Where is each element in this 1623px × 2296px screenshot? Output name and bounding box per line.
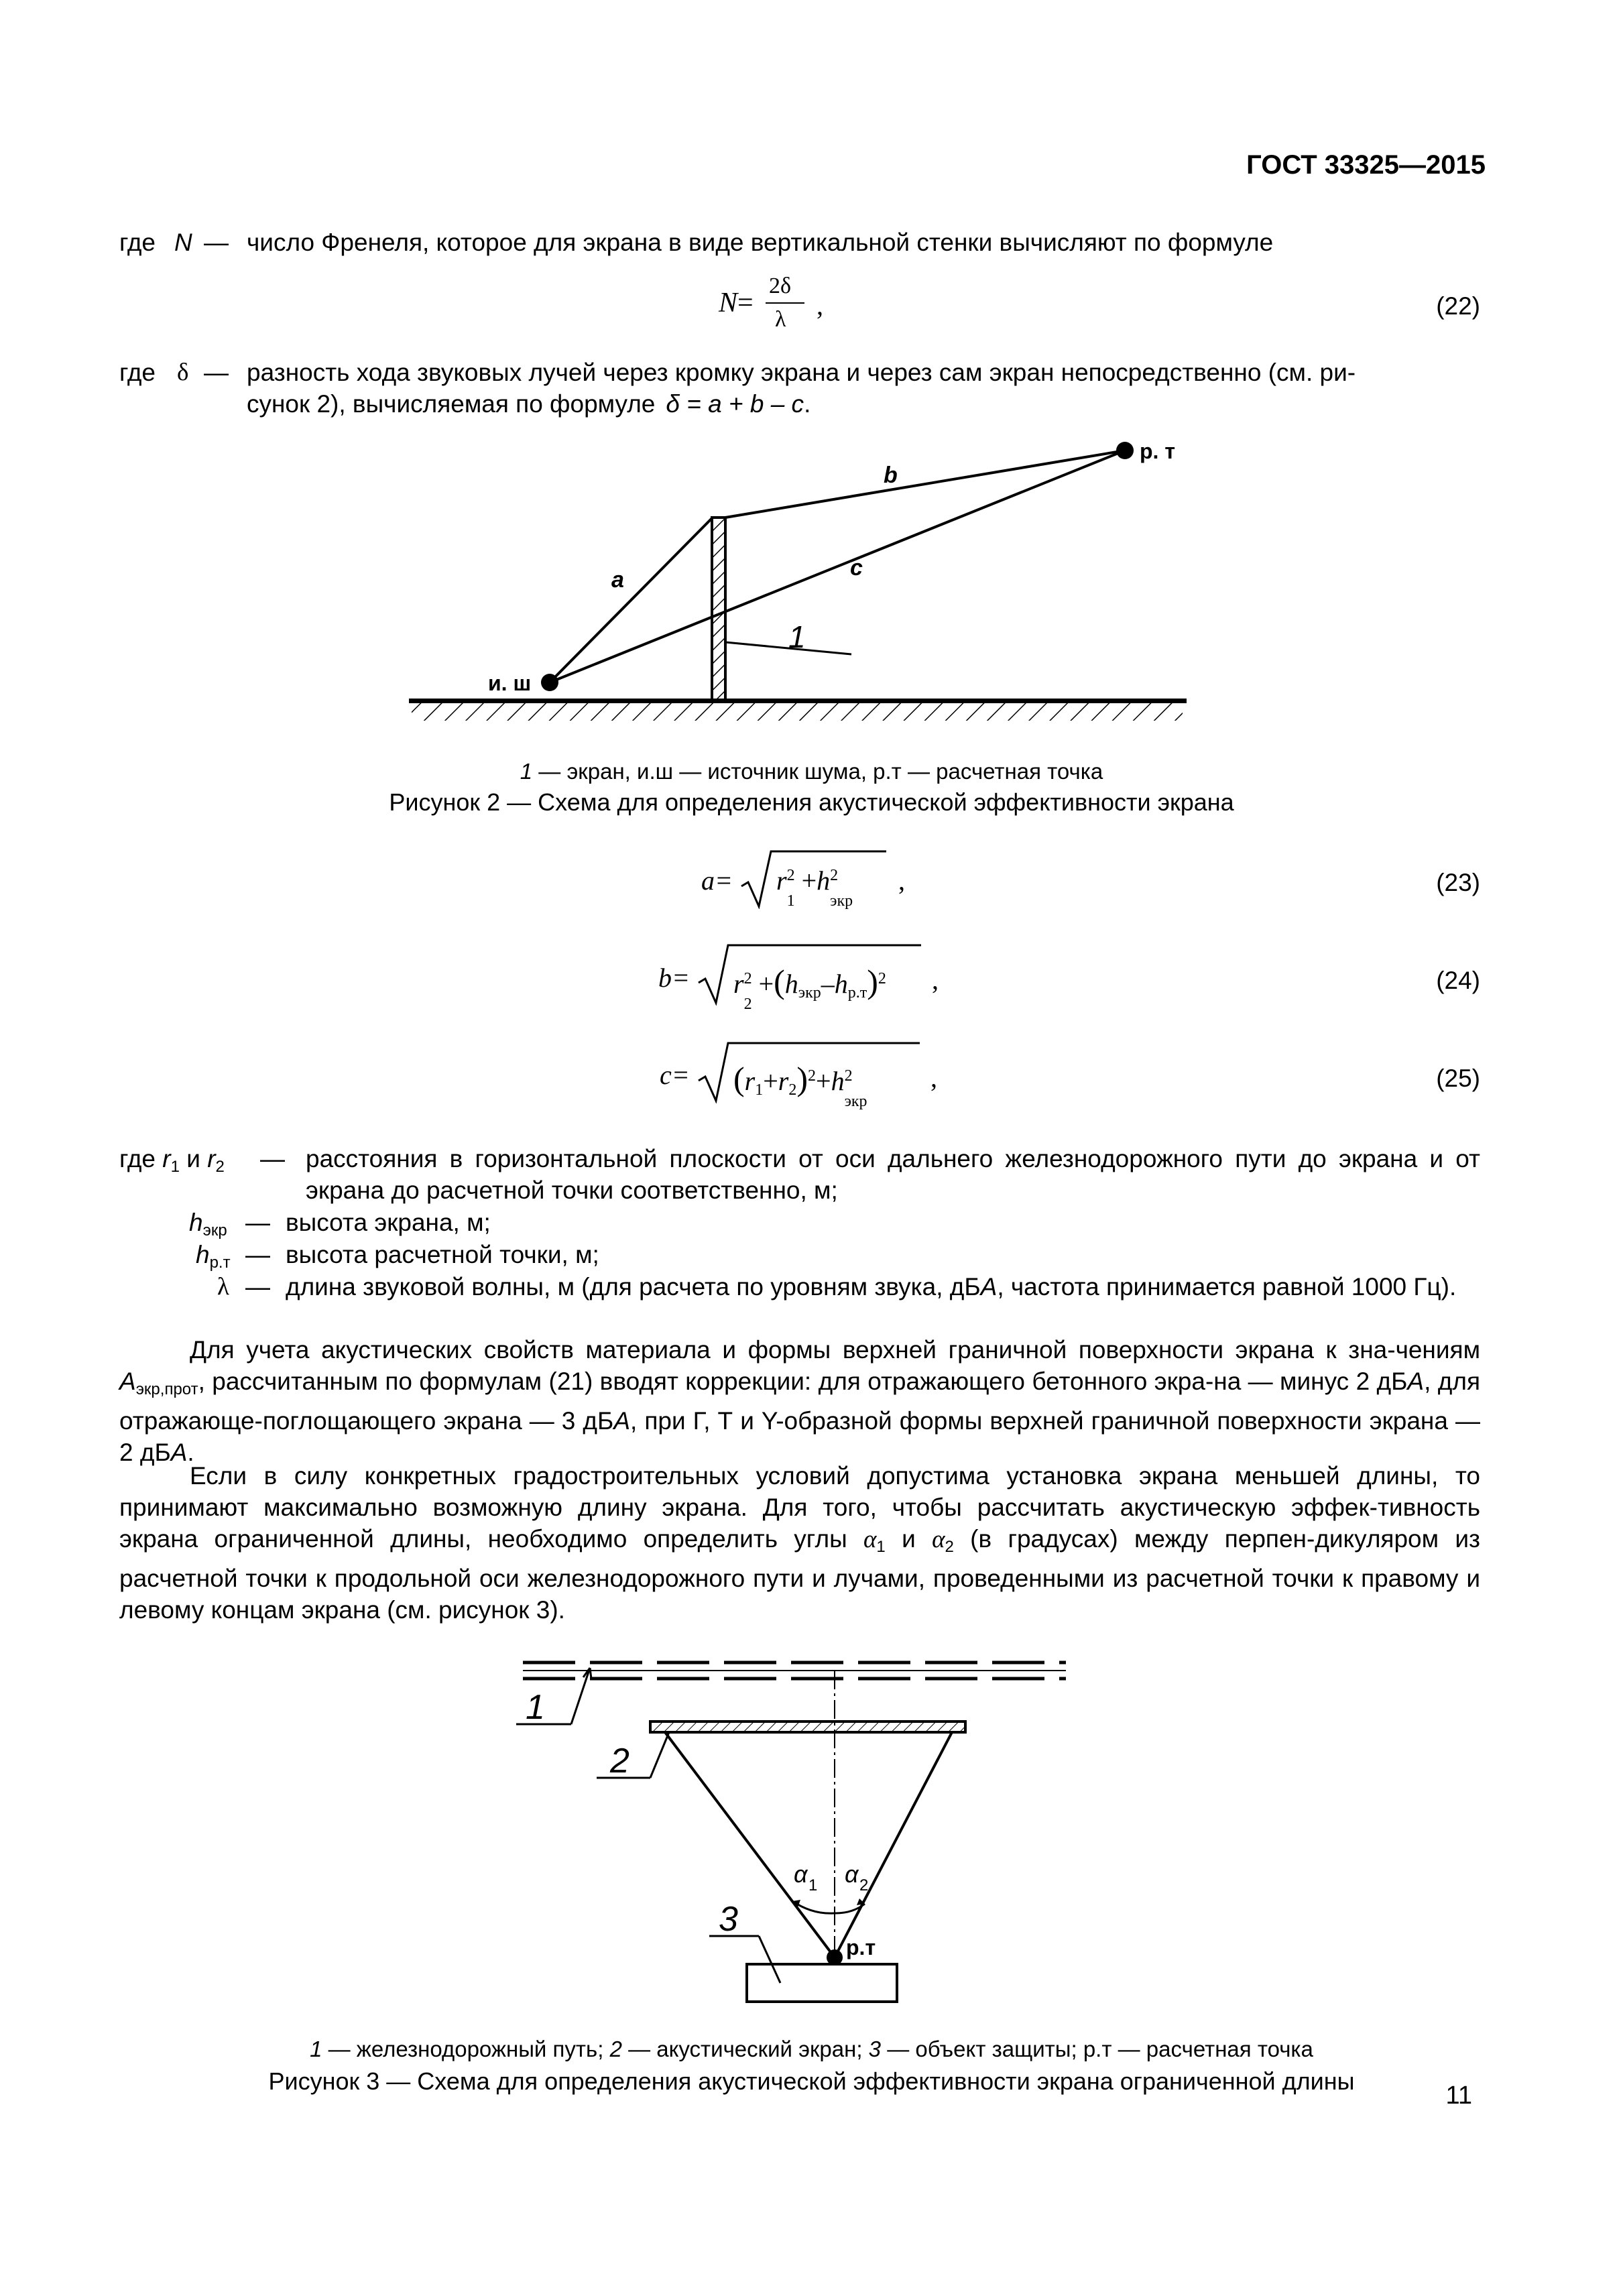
legend-text: — железнодорожный путь; [322, 2037, 610, 2061]
var-r: r [733, 969, 744, 999]
ray-a [550, 518, 713, 682]
equation-number-24: (24) [1436, 967, 1480, 994]
text-italic: А [170, 1439, 188, 1466]
label-alpha1-sub: 1 [808, 1876, 818, 1894]
page-number: 11 [1445, 2081, 1472, 2110]
exp: 2 [844, 1067, 853, 1085]
label-source: и. ш [488, 671, 532, 695]
leader-2-diag [650, 1732, 669, 1778]
minus: – [821, 969, 835, 999]
period: . [804, 390, 811, 418]
subscript: экр,прот [135, 1380, 198, 1398]
var-r: r [162, 1145, 171, 1172]
term-label [119, 1143, 225, 1183]
legend-text: — объект защиты; р.т — расчетная точка [881, 2037, 1313, 2061]
equation-number-23: (23) [1436, 869, 1480, 896]
text: сунок 2), вычисляемая по формуле [247, 390, 656, 418]
paren-close: ) [867, 963, 878, 1000]
term-text [286, 1271, 1480, 1303]
var-r: r [744, 1066, 756, 1096]
conj: и [179, 1145, 208, 1172]
leader-3-diag [759, 1936, 780, 1983]
text: Если в силу конкретных градостроительных условий допустима установка экрана меньшей длины, то принимают максимально возможную длину экрана. Для того, чтобы рассчитать акустическую эффек-тивность экрана ограниченной длины, необходимо определить углы [119, 1462, 1480, 1553]
protected-object [747, 1964, 897, 2002]
var-h: h [189, 1209, 203, 1236]
exp: 2 [878, 970, 886, 987]
term-text: высота экрана, м; [286, 1209, 491, 1236]
lead-word: где [119, 1145, 163, 1172]
exp: 2 [808, 1067, 817, 1085]
source-point [541, 674, 558, 691]
term-lambda [119, 1271, 1480, 1338]
eq22-equals: = [737, 288, 754, 318]
subscript: экр [798, 984, 821, 1002]
subscript: экр [844, 1093, 867, 1110]
ray-left [665, 1732, 835, 1957]
eq24-radicand [733, 962, 886, 1013]
lead-word: где [119, 359, 156, 386]
text-italic: А [613, 1407, 630, 1435]
text: , при Г, Т и Y-образной формы верхней граничной поверхности экрана — 2 дБ [119, 1407, 1480, 1466]
label-alpha1: α [794, 1860, 808, 1888]
exp: 2 [743, 970, 752, 987]
var-h: h [817, 865, 831, 896]
var-h: h [831, 1066, 845, 1096]
legend-num: 2 [609, 2037, 622, 2061]
document-id: ГОСТ 33325—2015 [1246, 150, 1486, 180]
leader-1-diag [571, 1668, 590, 1724]
label-alpha2: α [845, 1860, 859, 1888]
plus: + [758, 969, 774, 999]
eq23-lhs: a= [701, 865, 733, 896]
subscript: 1 [876, 1538, 886, 1556]
receiver-point [827, 1949, 843, 1966]
legend-num: 1 [520, 759, 533, 784]
eq24-comma: , [932, 965, 939, 995]
text-italic: А [980, 1273, 998, 1301]
dash: — [245, 1241, 270, 1268]
inline-formula-delta: δ = a + b – c [666, 390, 804, 418]
eq23-comma: , [898, 865, 905, 896]
term-text: высота расчетной точки, м; [286, 1241, 599, 1268]
legend-num: 1 [310, 2037, 322, 2061]
ray-right [835, 1732, 952, 1957]
equation-23 [701, 865, 733, 896]
dash: — [245, 1209, 270, 1236]
lead-word: где [119, 229, 156, 256]
equation-22 [719, 287, 754, 319]
label-receiver: р. т [1140, 439, 1175, 463]
eq22-denominator: λ [775, 307, 786, 332]
symbol-N: N [174, 229, 192, 256]
exp: 2 [786, 867, 795, 884]
eq22-numerator: 2δ [769, 274, 792, 298]
subscript: 1 [170, 1158, 180, 1176]
legend-text: — экран, и.ш — источник шума, р.т — расчетная точка [538, 759, 1103, 784]
equation-25 [660, 1059, 690, 1091]
plus: + [801, 865, 817, 896]
label-alpha2-sub: 2 [859, 1876, 869, 1894]
legend-num: 3 [868, 2037, 882, 2061]
subscript: р.т [209, 1254, 231, 1272]
symbol-delta: δ [177, 359, 189, 386]
exp: 2 [830, 867, 839, 884]
var-h: h [784, 969, 798, 999]
term-text: расстояния в горизонтальной плоскости от оси дальнего железнодорожного пути до экрана и от экрана до расчетной точки соответственно, м; [306, 1145, 1480, 1204]
equation-number-22: (22) [1436, 292, 1480, 320]
figure-2-title: Рисунок 2 — Схема для определения акустической эффективности экрана [389, 788, 1234, 816]
paragraph-limited-length [119, 1460, 1480, 1626]
eq25-lhs: c= [660, 1060, 690, 1090]
paren-open: ( [774, 963, 785, 1000]
paren-close: ) [796, 1060, 808, 1097]
railway-track [523, 1663, 1066, 1679]
figure-3-legend [0, 2037, 1623, 2062]
text: и [885, 1525, 933, 1553]
subscript: 1 [786, 892, 795, 910]
eq22-lhs: N [719, 288, 738, 318]
dash: — [260, 1145, 285, 1172]
paren-open: ( [733, 1060, 745, 1097]
subscript: 1 [755, 1081, 764, 1099]
dash: — [245, 1273, 270, 1301]
text: . [187, 1439, 194, 1466]
dash: — [204, 229, 229, 256]
label-2: 2 [610, 1742, 629, 1780]
eq23-radicand [776, 865, 865, 910]
text: , частота принимается равной 1000 Гц). [997, 1273, 1457, 1301]
plus: + [816, 1066, 831, 1096]
screen-wall [712, 518, 725, 700]
ray-c [550, 450, 1125, 682]
var-r: r [776, 865, 787, 896]
subscript: 2 [945, 1538, 954, 1556]
definition-delta [119, 357, 1480, 424]
definition-text-line2 [247, 388, 810, 420]
label-receiver: р.т [846, 1935, 876, 1959]
term-label: λ [217, 1273, 229, 1301]
subscript: экр [202, 1221, 227, 1240]
symbol-A: А [119, 1368, 136, 1395]
subscript: экр [830, 892, 853, 910]
text: , для отражающе-поглощающего экрана — 3 дБ [119, 1368, 1480, 1435]
fraction-bar [766, 302, 804, 304]
eq25-comma: , [930, 1063, 937, 1093]
definition-text-line1: разность хода звуковых лучей через кромку экрана и через сам экран непосредственно (см. ри- [247, 359, 1356, 386]
var-h: h [196, 1241, 210, 1268]
figure-3-diagram [509, 1636, 1086, 2018]
equation-24 [658, 962, 690, 993]
var-h: h [834, 969, 848, 999]
equation-number-25: (25) [1436, 1065, 1480, 1092]
figure-2-legend [0, 759, 1623, 784]
text: длина звуковой волны, м (для расчета по уровням звука, дБ [286, 1273, 981, 1301]
ray-b [725, 450, 1125, 518]
ground-hatch [412, 703, 1183, 721]
text-italic: А [1407, 1368, 1425, 1395]
plus: + [763, 1066, 778, 1096]
label-3: 3 [719, 1900, 738, 1939]
label-1: 1 [788, 619, 806, 654]
text: , рассчитанным по формулам (21) вводят коррекции: для отражающего бетонного экра-на — минус 2 дБ [198, 1368, 1408, 1395]
label-a: a [611, 567, 624, 593]
label-b: b [884, 463, 898, 488]
ground-line [409, 699, 1187, 703]
label-c: c [850, 555, 863, 581]
var-r: r [207, 1145, 216, 1172]
dash: — [204, 359, 229, 386]
symbol-alpha2: α [932, 1526, 945, 1553]
subscript: р.т [847, 984, 867, 1002]
definition-text: число Френеля, которое для экрана в виде вертикальной стенки вычисляют по формуле [247, 229, 1274, 256]
subscript: 2 [215, 1158, 225, 1176]
acoustic-screen [650, 1721, 965, 1732]
text: (в градусах) между перпен-дикуляром из расчетной точки к продольной оси железнодорожного пути и лучами, проведенными из расчетной точки к правому и левому концам экрана (см. рисунок 3). [119, 1525, 1481, 1624]
eq25-radicand [733, 1059, 880, 1110]
eq22-comma: , [817, 290, 823, 320]
subscript: 2 [788, 1081, 797, 1099]
receiver-point [1116, 442, 1134, 459]
figure-3-title: Рисунок 3 — Схема для определения акустической эффективности экрана ограниченной длины [268, 2067, 1355, 2095]
paragraph-corrections [119, 1334, 1480, 1468]
figure-2-diagram [402, 429, 1193, 744]
term-r1-r2 [119, 1143, 1480, 1210]
arrowhead [590, 1668, 591, 1679]
text: Для учета акустических свойств материала и формы верхней граничной поверхности экрана к зна-чениям [190, 1336, 1480, 1364]
legend-text: — акустический экран; [621, 2037, 869, 2061]
subscript: 2 [743, 995, 752, 1013]
var-r: r [778, 1066, 789, 1096]
label-1: 1 [526, 1688, 545, 1727]
symbol-alpha1: α [863, 1526, 877, 1553]
eq24-lhs: b= [658, 963, 690, 993]
